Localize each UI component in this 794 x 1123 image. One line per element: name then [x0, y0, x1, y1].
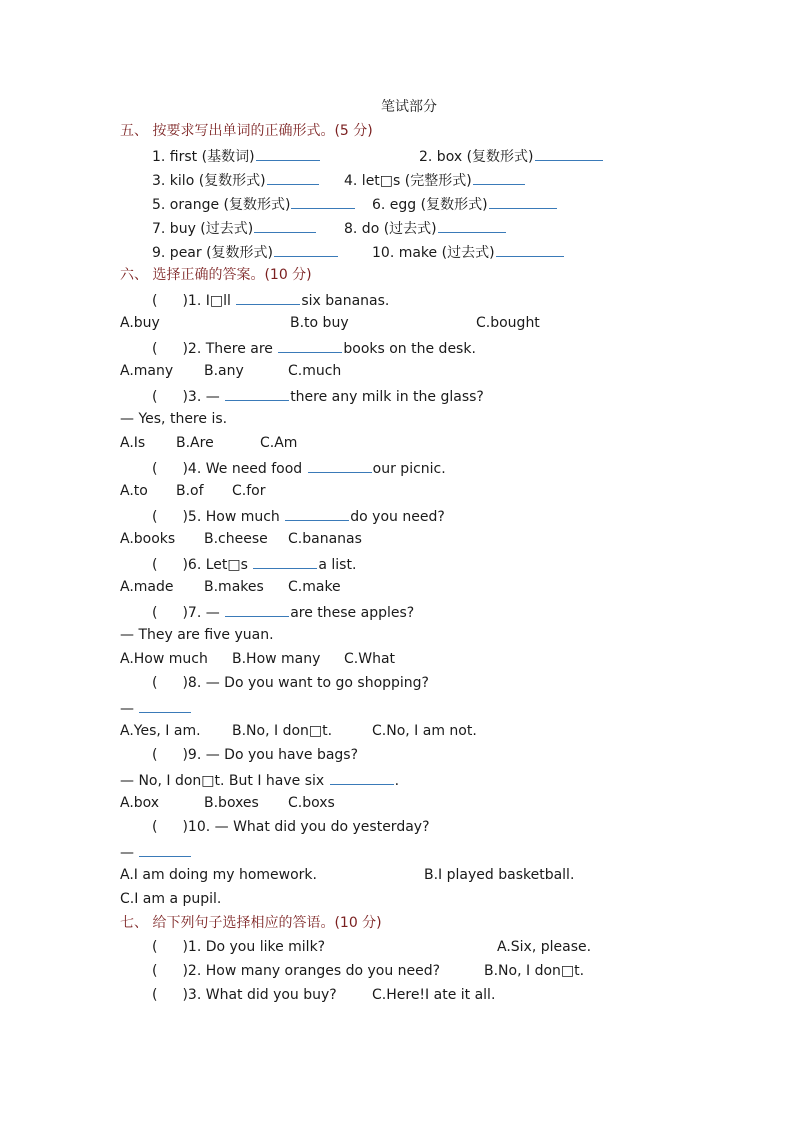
s6-q3-response: — Yes, there is. [120, 411, 228, 427]
s6-q5-option-b[interactable]: B.cheese [204, 531, 268, 547]
answer-paren[interactable]: ( [152, 557, 158, 573]
answer-blank[interactable] [267, 170, 319, 185]
s6-q9-option-c[interactable]: C.boxs [288, 795, 335, 811]
s6-question-2: ( )2. There are books on the desk. [152, 338, 476, 358]
s5-item-6: 6. egg (复数形式) [372, 194, 558, 214]
section-6-header: 六、 选择正确的答案。(10 分) [120, 267, 312, 283]
s6-q10-option-b[interactable]: B.I played basketball. [424, 867, 575, 883]
s5-item-9: 9. pear (复数形式) [152, 242, 339, 262]
answer-blank[interactable] [473, 170, 525, 185]
s7-question-2: ( )2. How many oranges do you need? [152, 963, 441, 979]
answer-blank[interactable] [330, 770, 394, 785]
answer-paren[interactable]: ( [152, 747, 158, 763]
answer-blank[interactable] [236, 290, 300, 305]
s6-q3-option-c[interactable]: C.Am [260, 435, 298, 451]
s6-question-9: ( )9. — Do you have bags? [152, 747, 359, 763]
s6-q9-response: — No, I don□t. But I have six . [120, 770, 399, 790]
answer-blank[interactable] [308, 458, 372, 473]
s6-q7-option-b[interactable]: B.How many [232, 651, 321, 667]
s7-question-1: ( )1. Do you like milk? [152, 939, 326, 955]
answer-blank[interactable] [291, 194, 355, 209]
s6-question-7: ( )7. — are these apples? [152, 602, 414, 622]
s5-item-1: 1. first (基数词) [152, 146, 321, 166]
s6-question-4: ( )4. We need food our picnic. [152, 458, 446, 478]
s6-q1-option-a[interactable]: A.buy [120, 315, 160, 331]
s7-answer-b: B.No, I don□t. [484, 963, 585, 979]
answer-blank[interactable] [225, 602, 289, 617]
s6-q7-response: — They are five yuan. [120, 627, 274, 643]
s6-q2-option-a[interactable]: A.many [120, 363, 174, 379]
answer-paren[interactable]: ( [152, 819, 158, 835]
s6-q4-option-a[interactable]: A.to [120, 483, 148, 499]
s6-q8-option-a[interactable]: A.Yes, I am. [120, 723, 201, 739]
s6-q10-option-a[interactable]: A.I am doing my homework. [120, 867, 317, 883]
s6-q2-option-c[interactable]: C.much [288, 363, 342, 379]
answer-paren[interactable]: ( [152, 509, 158, 525]
s6-q1-option-b[interactable]: B.to buy [290, 315, 349, 331]
answer-paren[interactable]: ( [152, 341, 158, 357]
answer-paren[interactable]: ( [152, 939, 158, 955]
answer-blank[interactable] [489, 194, 557, 209]
s6-q6-option-b[interactable]: B.makes [204, 579, 264, 595]
answer-paren[interactable]: ( [152, 293, 158, 309]
s6-q8-option-b[interactable]: B.No, I don□t. [232, 723, 333, 739]
s5-item-4: 4. let□s (完整形式) [344, 170, 526, 190]
s6-q6-option-c[interactable]: C.make [288, 579, 341, 595]
s6-q7-option-a[interactable]: A.How much [120, 651, 208, 667]
answer-paren[interactable]: ( [152, 675, 158, 691]
answer-blank[interactable] [285, 506, 349, 521]
s6-question-6: ( )6. Let□s a list. [152, 554, 356, 574]
s6-q10-response: — [120, 842, 192, 862]
s6-q1-option-c[interactable]: C.bought [476, 315, 540, 331]
answer-blank[interactable] [139, 842, 191, 857]
s6-q5-option-a[interactable]: A.books [120, 531, 176, 547]
answer-blank[interactable] [438, 218, 506, 233]
answer-blank[interactable] [254, 218, 316, 233]
s7-answer-c: C.Here!I ate it all. [372, 987, 496, 1003]
answer-paren[interactable]: ( [152, 987, 158, 1003]
s6-question-1: ( )1. I□ll six bananas. [152, 290, 389, 310]
answer-blank[interactable] [139, 698, 191, 713]
s6-q9-option-a[interactable]: A.box [120, 795, 160, 811]
s5-item-2: 2. box (复数形式) [419, 146, 604, 166]
answer-paren[interactable]: ( [152, 461, 158, 477]
s6-q9-option-b[interactable]: B.boxes [204, 795, 259, 811]
answer-blank[interactable] [274, 242, 338, 257]
s6-q6-option-a[interactable]: A.made [120, 579, 174, 595]
answer-blank[interactable] [256, 146, 320, 161]
answer-paren[interactable]: ( [152, 963, 158, 979]
answer-blank[interactable] [278, 338, 342, 353]
s6-question-8: ( )8. — Do you want to go shopping? [152, 675, 429, 691]
s5-item-3: 3. kilo (复数形式) [152, 170, 320, 190]
answer-blank[interactable] [253, 554, 317, 569]
answer-paren[interactable]: ( [152, 389, 158, 405]
answer-blank[interactable] [535, 146, 603, 161]
s6-q8-response: — [120, 698, 192, 718]
s6-q3-option-b[interactable]: B.Are [176, 435, 214, 451]
s6-q10-option-c[interactable]: C.I am a pupil. [120, 891, 222, 907]
s6-q5-option-c[interactable]: C.bananas [288, 531, 362, 547]
s6-question-5: ( )5. How much do you need? [152, 506, 445, 526]
s6-q4-option-c[interactable]: C.for [232, 483, 266, 499]
s5-item-8: 8. do (过去式) [344, 218, 507, 238]
s6-q7-option-c[interactable]: C.What [344, 651, 396, 667]
s7-answer-a: A.Six, please. [497, 939, 592, 955]
s6-question-10: ( )10. — What did you do yesterday? [152, 819, 430, 835]
s6-q4-option-b[interactable]: B.of [176, 483, 204, 499]
s6-q3-option-a[interactable]: A.Is [120, 435, 146, 451]
page-title: 笔试部分 [381, 99, 437, 115]
section-7-header: 七、 给下列句子选择相应的答语。(10 分) [120, 915, 382, 931]
s6-q8-option-c[interactable]: C.No, I am not. [372, 723, 477, 739]
s5-item-5: 5. orange (复数形式) [152, 194, 356, 214]
s5-item-10: 10. make (过去式) [372, 242, 565, 262]
answer-paren[interactable]: ( [152, 605, 158, 621]
s6-question-3: ( )3. — there any milk in the glass? [152, 386, 484, 406]
section-5-header: 五、 按要求写出单词的正确形式。(5 分) [120, 123, 373, 139]
s7-question-3: ( )3. What did you buy? [152, 987, 337, 1003]
answer-blank[interactable] [496, 242, 564, 257]
s6-q2-option-b[interactable]: B.any [204, 363, 244, 379]
s5-item-7: 7. buy (过去式) [152, 218, 317, 238]
answer-blank[interactable] [225, 386, 289, 401]
